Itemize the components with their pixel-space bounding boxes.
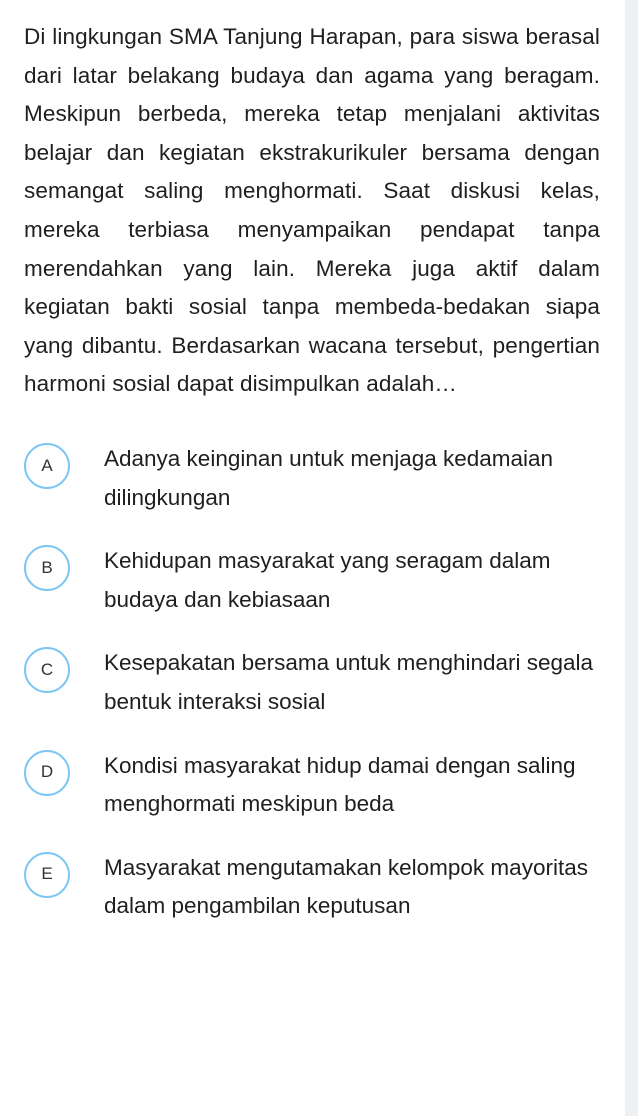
answer-options	[24, 440, 600, 926]
option-c-label: Kesepakatan bersama untuk menghindari segala bentuk interaksi sosial	[104, 650, 594, 714]
option-d-label: Kondisi masyarakat hidup damai dengan saling menghormati meskipun beda	[104, 752, 576, 817]
option-b-radio[interactable]: B	[24, 545, 70, 591]
option-c-radio[interactable]: C	[24, 647, 70, 693]
option-e-label: Masyarakat mengutamakan kelompok mayoritas dalam pengambilan keputusan	[104, 854, 588, 919]
option-b-label: Kehidupan masyarakat yang seragam dalam budaya dan kebiasaan	[104, 548, 551, 612]
option-d[interactable]	[24, 747, 600, 824]
question-card	[24, 18, 600, 926]
option-d-radio[interactable]: D	[24, 750, 70, 796]
option-a-radio[interactable]: A	[24, 443, 70, 489]
option-b[interactable]	[24, 542, 600, 619]
question-text: Di lingkungan SMA Tanjung Harapan, para siswa berasal dari latar belakang budaya dan agama yang beragam. Meskipun berbeda, mereka tetap menjalani aktivitas belajar dan kegiatan ekstrakurikuler bersama dengan semangat saling menghormati. Saat diskusi kelas, mereka terbiasa menyampaikan pendapat tanpa merendahkan yang lain. Mereka juga aktif dalam kegiatan bakti sosial tanpa membeda-bedakan siapa yang dibantu. Berdasarkan wacana tersebut, pengertian harmoni sosial dapat disimpulkan adalah…	[24, 24, 600, 397]
option-a-label: Adanya keinginan untuk menjaga kedamaian dilingkungan	[104, 445, 554, 510]
scrollbar-track[interactable]	[625, 0, 638, 1116]
option-a[interactable]	[24, 440, 600, 517]
option-e-radio[interactable]: E	[24, 852, 70, 898]
option-e[interactable]	[24, 849, 600, 926]
option-c[interactable]	[24, 644, 600, 721]
